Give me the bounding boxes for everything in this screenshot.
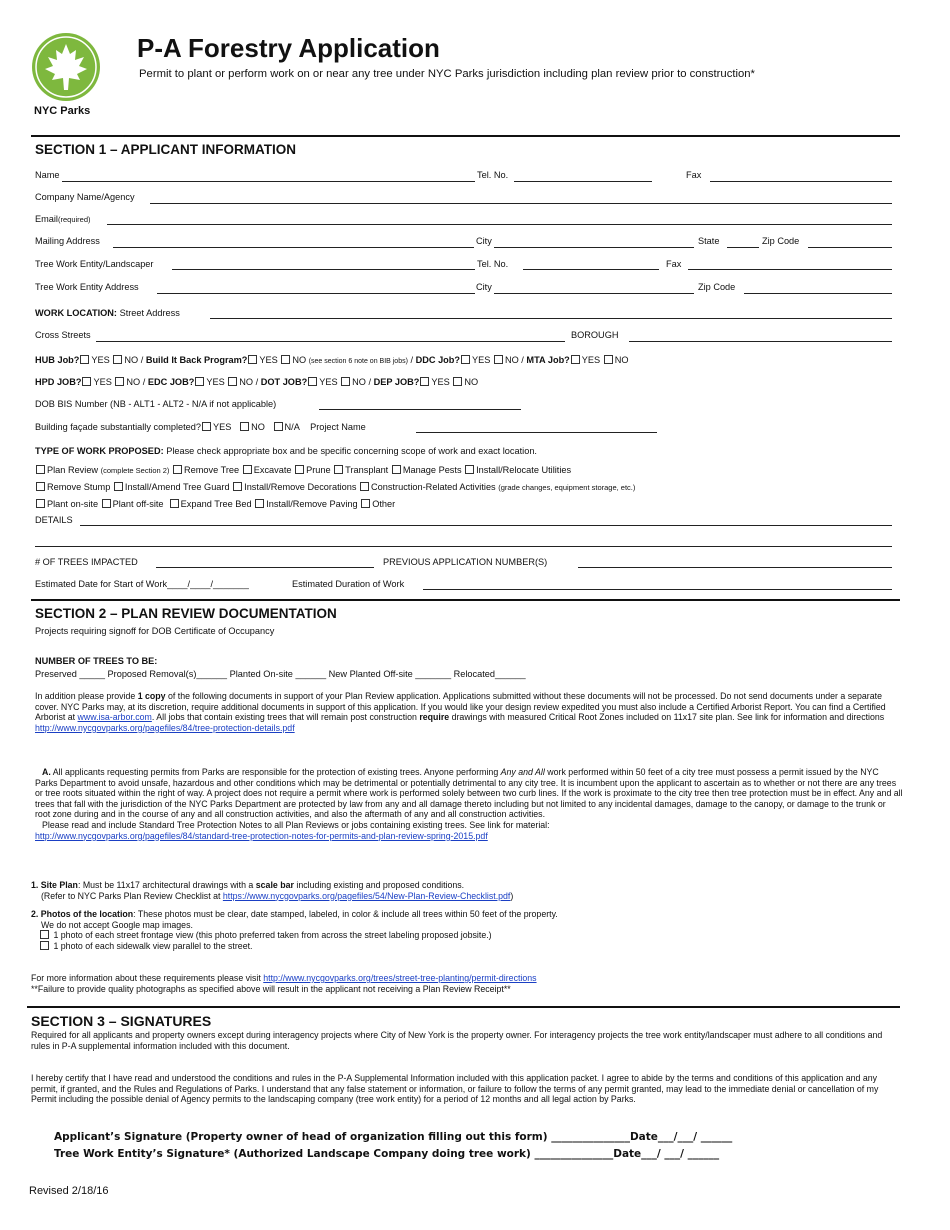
facade-na-checkbox[interactable] <box>274 422 283 431</box>
est-duration-label: Estimated Duration of Work <box>292 579 405 589</box>
plan-review-paragraph <box>35 691 903 733</box>
ddc-no-checkbox[interactable] <box>494 355 503 364</box>
hub-yes-checkbox[interactable] <box>80 355 89 364</box>
p1-text-c: of the following documents in support of your Plan Review application. Applications submitted without these documents will not be processed. Do not send documents under a separate cover. NYC Parks may, at its discretion, require additional documents in support of this application. If you would like your design review expedited you must also include a Certified Arborist Report. You can find a Certified Arborist at <box>35 691 886 723</box>
sidewalk-view-checkbox[interactable] <box>40 941 49 950</box>
photos-text-c: 1 photo of each street frontage view (this photo preferred taken from across the street labeling proposed jobsite.) <box>53 930 492 941</box>
yes-label: YES <box>91 355 110 365</box>
excavate-checkbox[interactable] <box>243 465 252 474</box>
edc-no-checkbox[interactable] <box>228 377 237 386</box>
hub-job-label: HUB Job? <box>35 355 80 365</box>
num-trees-heading: NUMBER OF TREES TO BE: <box>35 656 158 666</box>
ddc-label: DDC Job? <box>415 355 461 365</box>
dot-label: DOT JOB? <box>260 377 308 387</box>
mta-label: MTA Job? <box>526 355 570 365</box>
work-types-row-1 <box>35 465 571 476</box>
facade-yes-checkbox[interactable] <box>202 422 211 431</box>
city-label: City <box>476 236 492 246</box>
section2-title: SECTION 2 – PLAN REVIEW DOCUMENTATION <box>35 606 337 621</box>
section3-title: SECTION 3 – SIGNATURES <box>31 1013 212 1029</box>
para-a-emphasis: Any and All <box>500 767 545 777</box>
para-a-letter: A. <box>42 767 51 777</box>
agency-row-2: HPD JOB? YES NO / EDC JOB? YES NO / DOT JOB? YES NO / DEP JOB? YES NO <box>35 377 479 387</box>
agency-row-1: HUB Job? YES NO / Build It Back Program? YES NO (see section 6 note on BIB jobs) / DDC Job? YES NO / MTA Job? YES NO <box>35 355 629 365</box>
entity-fax-label: Fax <box>666 259 682 269</box>
transplant-label: Transplant <box>345 465 389 475</box>
city-field[interactable] <box>494 247 694 248</box>
borough-field[interactable] <box>629 341 892 342</box>
hpd-label: HPD JOB? <box>35 377 82 387</box>
prune-checkbox[interactable] <box>295 465 304 474</box>
details-field-2[interactable] <box>35 546 892 547</box>
zip-field[interactable] <box>808 247 892 248</box>
photos-label: 2. Photos of the location <box>31 909 134 919</box>
details-field-1[interactable] <box>80 525 892 526</box>
cross-streets-label: Cross Streets <box>35 330 91 340</box>
tel-field[interactable] <box>514 181 652 182</box>
state-label: State <box>698 236 720 246</box>
no-label: NO <box>124 355 139 365</box>
dot-yes-checkbox[interactable] <box>308 377 317 386</box>
dep-no-checkbox[interactable] <box>453 377 462 386</box>
other-checkbox[interactable] <box>361 499 370 508</box>
email-label <box>35 214 91 225</box>
logo-text: NYC Parks <box>34 105 91 117</box>
section2-subtitle: Projects requiring signoff for DOB Certificate of Occupancy <box>35 626 275 636</box>
permit-directions-link[interactable]: http://www.nycgovparks.org/trees/street-tree-planting/permit-directions <box>263 973 537 983</box>
section1-rule <box>31 135 900 137</box>
mailing-field[interactable] <box>113 247 474 248</box>
entity-address-label: Tree Work Entity Address <box>35 282 139 292</box>
signatures-intro: Required for all applicants and property owners except during interagency projects where City of New York is the property owner. For interagency projects the tree work entity/landscaper must adhere to all conditions and rules in P-A supplemental information included with this document. <box>31 1030 883 1051</box>
paving-label: Install/Remove Paving <box>266 499 358 509</box>
entity-zip-field[interactable] <box>744 293 892 294</box>
type-of-work-heading <box>35 446 537 457</box>
plan-review-checkbox[interactable] <box>36 465 45 474</box>
revised-date: Revised 2/18/16 <box>29 1185 109 1197</box>
standard-notes-link[interactable]: http://www.nycgovparks.org/pagefiles/84/standard-tree-protection-notes-for-permits-and-plan-review-spring-2015.pdf <box>35 830 488 841</box>
entity-field[interactable] <box>172 269 475 270</box>
edc-label: EDC JOB? <box>147 377 195 387</box>
more-info <box>31 973 903 994</box>
num-trees-row: Preserved _____ Proposed Removal(s)______ Planted On-site ______ New Planted Off-site _______ Relocated______ <box>35 669 526 679</box>
hpd-no-checkbox[interactable] <box>115 377 124 386</box>
site-plan-text-b: scale bar <box>255 880 294 890</box>
entity-city-field[interactable] <box>494 293 694 294</box>
manage-pests-label: Manage Pests <box>402 465 462 475</box>
decorations-checkbox[interactable] <box>233 482 242 491</box>
remove-stump-label: Remove Stump <box>47 482 111 492</box>
maple-leaf-icon <box>31 32 101 102</box>
construction-note: (grade changes, equipment storage, etc.) <box>498 483 636 492</box>
remove-stump-checkbox[interactable] <box>36 482 45 491</box>
mailing-label: Mailing Address <box>35 236 100 246</box>
no-label: NO <box>292 355 307 365</box>
name-label: Name <box>35 170 60 180</box>
borough-label: BOROUGH <box>571 330 619 340</box>
email-required-note: (required) <box>57 215 91 224</box>
facade-row <box>35 422 366 433</box>
photos-text-b: We do not accept Google map images. <box>41 919 193 930</box>
item-site-plan <box>31 880 903 901</box>
state-field[interactable] <box>727 247 759 248</box>
work-location-heading: WORK LOCATION: <box>35 308 117 318</box>
certification-text: I hereby certify that I have read and understood the conditions and rules in the P-A Supplemental Information included with this application packet. I agree to abide by the terms and conditions of this application and any permit, if granted, and the Rules and Regulations of Parks. I understand that any false statement or information, or failure to follow the terms of any permit granted, may lead to the immediate denial or cancellation of my Permit including the possible denial of Agency permits to the landscaping company (tree work entity) for a period of 12 months and all legal action by Parks. <box>31 1073 879 1105</box>
transplant-checkbox[interactable] <box>334 465 343 474</box>
more-info-text: For more information about these requirements please visit <box>31 973 264 983</box>
manage-pests-checkbox[interactable] <box>392 465 401 474</box>
mta-yes-checkbox[interactable] <box>571 355 580 364</box>
para-a-text-c: Please read and include Standard Tree Protection Notes to all Plan Reviews or jobs containing existing trees. See link for material: <box>42 819 550 830</box>
no-label: NO <box>614 355 629 365</box>
section2-rule <box>31 599 900 601</box>
company-label: Company Name/Agency <box>35 192 135 202</box>
work-types-row-3 <box>35 499 395 510</box>
entity-tel-field[interactable] <box>523 269 659 270</box>
entity-signature-line[interactable]: Tree Work Entity’s Signature* (Authorized Landscape Company doing tree work) _______________Date___/ ___/ ______ <box>54 1148 720 1160</box>
street-address-label: Street Address <box>119 308 180 318</box>
plan-review-note: (complete Section 2) <box>100 466 170 475</box>
mta-no-checkbox[interactable] <box>604 355 613 364</box>
dob-bis-field[interactable] <box>319 409 521 410</box>
bib-no-checkbox[interactable] <box>281 355 290 364</box>
prune-label: Prune <box>306 465 331 475</box>
yes-label: YES <box>213 422 232 432</box>
tree-guard-checkbox[interactable] <box>114 482 123 491</box>
site-plan-text-a: : Must be 11x17 architectural drawings with a <box>77 880 256 890</box>
checklist-link[interactable]: https://www.nycgovparks.org/pagefiles/54/New-Plan-Review-Checklist.pdf <box>222 890 511 901</box>
site-plan-label: 1. Site Plan <box>31 880 78 890</box>
entity-address-field[interactable] <box>157 293 475 294</box>
facade-no-checkbox[interactable] <box>240 422 249 431</box>
photos-text-a: : These photos must be clear, date stamped, labeled, in color & include all trees within 50 feet of the property. <box>133 909 558 919</box>
nyc-parks-logo <box>31 32 101 102</box>
yes-label: YES <box>431 377 450 387</box>
dob-bis-label: DOB BIS Number (NB - ALT1 - ALT2 - N/A if not applicable) <box>35 399 277 409</box>
work-location-label <box>35 308 180 319</box>
yes-label: YES <box>93 377 112 387</box>
item-photos <box>31 909 903 951</box>
plant-offsite-label: Plant off-site <box>112 499 164 509</box>
name-field[interactable] <box>62 181 475 182</box>
project-name-field[interactable] <box>416 432 657 433</box>
plant-onsite-label: Plant on-site <box>47 499 99 509</box>
street-view-checkbox[interactable] <box>40 930 49 939</box>
hub-no-checkbox[interactable] <box>113 355 122 364</box>
para-a-text-a: All applicants requesting permits from Parks are responsible for the protection of existing trees. Anyone performing <box>50 767 501 777</box>
prev-app-label: PREVIOUS APPLICATION NUMBER(S) <box>383 557 548 567</box>
entity-city-label: City <box>476 282 492 292</box>
excavate-label: Excavate <box>253 465 292 475</box>
page-title: P-A Forestry Application <box>137 33 440 63</box>
trees-impacted-field[interactable] <box>156 567 374 568</box>
project-name-label: Project Name <box>310 422 366 432</box>
yes-label: YES <box>472 355 491 365</box>
fax-label: Fax <box>686 170 702 180</box>
yes-label: YES <box>206 377 225 387</box>
type-of-work-desc: Please check appropriate box and be specific concerning scope of work and exact location. <box>166 446 537 456</box>
expand-bed-label: Expand Tree Bed <box>180 499 252 509</box>
p1-text-b: 1 copy <box>137 691 166 701</box>
street-address-field[interactable] <box>210 318 892 319</box>
tree-guard-label: Install/Amend Tree Guard <box>124 482 230 492</box>
page-subtitle: Permit to plant or perform work on or near any tree under NYC Parks jurisdiction including plan review prior to construction* <box>139 68 755 80</box>
edc-yes-checkbox[interactable] <box>195 377 204 386</box>
trees-impacted-label: # OF TREES IMPACTED <box>35 557 138 567</box>
site-plan-text-c: including existing and proposed conditions. <box>293 880 465 890</box>
fax-field[interactable] <box>710 181 892 182</box>
type-of-work-label: TYPE OF WORK PROPOSED: <box>35 446 164 456</box>
work-types-row-2 <box>35 482 635 493</box>
dot-no-checkbox[interactable] <box>341 377 350 386</box>
ddc-yes-checkbox[interactable] <box>461 355 470 364</box>
no-label: NO <box>239 377 254 387</box>
cross-streets-field[interactable] <box>96 341 565 342</box>
company-field[interactable] <box>150 203 892 204</box>
entity-label: Tree Work Entity/Landscaper <box>35 259 154 269</box>
est-start-label: Estimated Date for Start of Work____/____/_______ <box>35 579 249 589</box>
expand-bed-checkbox[interactable] <box>170 499 179 508</box>
entity-tel-label: Tel. No. <box>477 259 509 269</box>
site-plan-ref: (Refer to NYC Parks Plan Review Checklist at <box>41 890 223 901</box>
no-label: NO <box>352 377 366 387</box>
other-label: Other <box>372 499 396 509</box>
est-duration-field[interactable] <box>423 589 892 590</box>
dep-label: DEP JOB? <box>373 377 420 387</box>
plant-onsite-checkbox[interactable] <box>36 499 45 508</box>
construction-checkbox[interactable] <box>360 482 369 491</box>
paving-checkbox[interactable] <box>255 499 264 508</box>
prev-app-field[interactable] <box>578 567 892 568</box>
para-a-text-b: work performed within 50 feet of a city tree must possess a permit issued by the NYC Parks Department to avoid unsafe, hazardous and other conditions which may be detrimental or potentially detrimental to any city tree. It is incumbent upon the applicant to ascertain as to whether or not there are any trees or tree roots situated within the right of way. A project does not require a permit where work is performed solely between two curb lines. If the work is proximate to the city tree then tree protection must be in effect. Any and all trees that fall with the jurisdiction of the NYC Parks Department are protected by law from any and all damage thereto including but not limited to any incidental damages, damage to the canopy, or damage to the trunk or root zone during and in the course of any and all construction activities, and also the aftermath of any and all construction activities. <box>35 767 903 820</box>
yes-label: YES <box>259 355 278 365</box>
tel-label: Tel. No. <box>477 170 509 180</box>
bib-label: Build It Back Program? <box>145 355 248 365</box>
hpd-yes-checkbox[interactable] <box>82 377 91 386</box>
isa-arbor-link[interactable]: www.isa-arbor.com <box>77 712 152 723</box>
no-label: NO <box>464 377 479 387</box>
bib-yes-checkbox[interactable] <box>248 355 257 364</box>
no-label: NO <box>504 355 519 365</box>
plan-review-label: Plan Review <box>47 465 99 475</box>
utilities-label: Install/Relocate Utilities <box>476 465 572 475</box>
remove-tree-label: Remove Tree <box>184 465 240 475</box>
decorations-label: Install/Remove Decorations <box>244 482 357 492</box>
site-plan-ref-end: ) <box>510 890 514 901</box>
para-a-label <box>35 767 51 777</box>
facade-label: Building façade substantially completed? <box>35 422 201 432</box>
plant-offsite-checkbox[interactable] <box>102 499 111 508</box>
utilities-checkbox[interactable] <box>465 465 474 474</box>
p1-text-a: In addition please provide <box>35 691 138 701</box>
zip-label: Zip Code <box>762 236 800 246</box>
na-label: N/A <box>284 422 300 432</box>
section1-title: SECTION 1 – APPLICANT INFORMATION <box>35 142 297 157</box>
p1-text-d: . All jobs that contain existing trees that will remain post construction <box>151 712 420 723</box>
email-label-text: Email <box>35 214 58 224</box>
no-label: NO <box>126 377 141 387</box>
remove-tree-checkbox[interactable] <box>173 465 182 474</box>
p1-text-e: require <box>419 712 450 723</box>
yes-label: YES <box>319 377 338 387</box>
entity-fax-field[interactable] <box>688 269 892 270</box>
no-label: NO <box>251 422 265 432</box>
bib-note: (see section 6 note on BIB jobs) <box>308 358 408 365</box>
failure-note: **Failure to provide quality photographs as specified above will result in the applicant not receiving a Plan Review Receipt** <box>31 983 511 994</box>
photos-text-d: 1 photo of each sidewalk view parallel to the street. <box>53 940 253 951</box>
email-field[interactable] <box>107 224 892 225</box>
p1-text-f: drawings with measured Critical Root Zones included on 11x17 site plan. See link for information and directions <box>449 712 885 723</box>
construction-label: Construction-Related Activities <box>371 482 496 492</box>
details-label: DETAILS <box>35 515 73 525</box>
entity-zip-label: Zip Code <box>698 282 736 292</box>
tree-protection-details-link[interactable]: http://www.nycgovparks.org/pagefiles/84/tree-protection-details.pdf <box>35 722 295 733</box>
dep-yes-checkbox[interactable] <box>420 377 429 386</box>
applicant-signature-line[interactable]: Applicant’s Signature (Property owner of head of organization filling out this form) _______________Date___/___/ ______ <box>54 1131 733 1143</box>
section3-rule <box>27 1006 900 1008</box>
yes-label: YES <box>581 355 601 365</box>
paragraph-a <box>35 767 903 841</box>
